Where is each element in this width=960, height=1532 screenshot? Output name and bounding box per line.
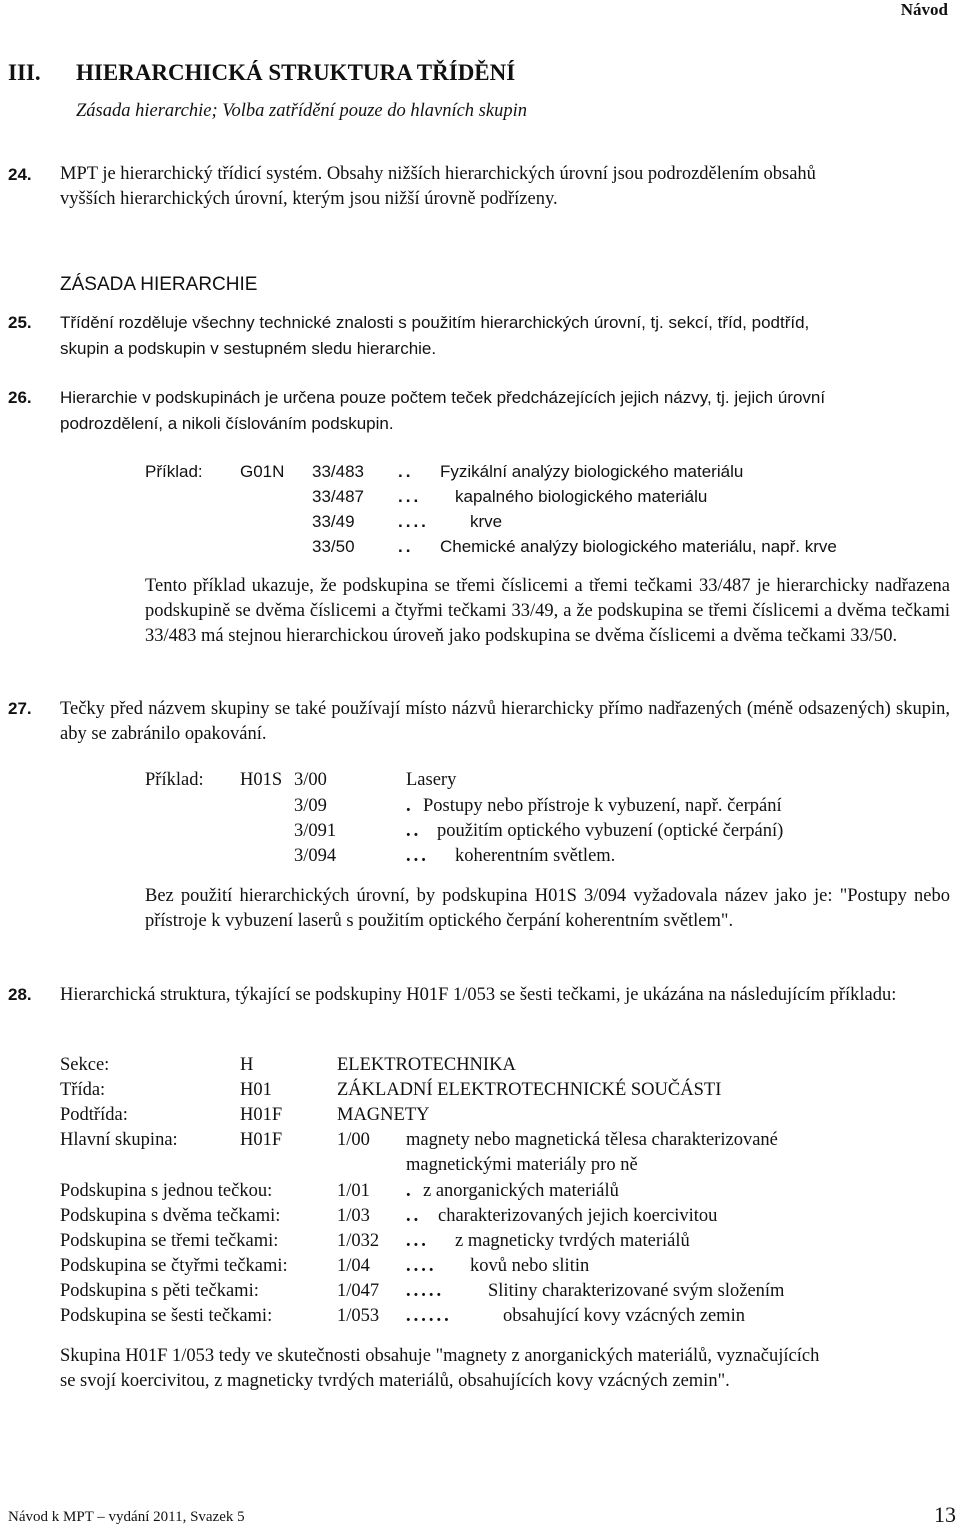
- level-label: Sekce:: [60, 1055, 110, 1075]
- hierarchy-dots: ..: [406, 1206, 422, 1226]
- level-label: Podtřída:: [60, 1105, 128, 1125]
- group-number: 1/047: [337, 1281, 380, 1301]
- page-number: 13: [934, 1502, 956, 1527]
- group-number: 1/03: [337, 1206, 370, 1226]
- hierarchy-row: [0, 1306, 960, 1331]
- group-number: 1/00: [337, 1130, 370, 1150]
- hierarchy-dots: .: [406, 796, 414, 816]
- subgroup-title: kapalného biologického materiálu: [455, 487, 708, 506]
- subgroup-title: Fyzikální analýzy biologického materiálu: [440, 462, 744, 481]
- symbol-code: H01F: [240, 1130, 283, 1150]
- level-label: Podskupina s pěti tečkami:: [60, 1281, 259, 1301]
- hierarchy-dots: ..: [398, 462, 414, 481]
- level-title: z anorganických materiálů: [423, 1181, 619, 1201]
- hierarchy-row: [0, 1206, 960, 1231]
- chapter-subtitle: Zásada hierarchie; Volba zatřídění pouze do hlavních skupin: [76, 101, 527, 121]
- hierarchy-dots: ..: [406, 821, 422, 841]
- example-1-label: Příklad:: [145, 462, 203, 481]
- subgroup-title: Chemické analýzy biologického materiálu, např. krve: [440, 537, 837, 556]
- group-number: 1/04: [337, 1256, 370, 1276]
- subgroup-number: 3/09: [294, 796, 327, 816]
- level-title: ZÁKLADNÍ ELEKTROTECHNICKÉ SOUČÁSTI: [337, 1080, 722, 1100]
- level-label: Podskupina s jednou tečkou:: [60, 1181, 273, 1201]
- subgroup-title: Postupy nebo přístroje k vybuzení, např. čerpání: [423, 796, 782, 816]
- subgroup-title: použitím optického vybuzení (optické čerpání): [437, 821, 784, 841]
- level-title: ELEKTROTECHNIKA: [337, 1055, 516, 1075]
- example-2-code: H01S: [240, 770, 283, 790]
- paragraph-28-text: Hierarchická struktura, týkající se podskupiny H01F 1/053 se šesti tečkami, je ukázána na následujícím příkladu:: [60, 985, 897, 1005]
- hierarchy-dots: ...: [406, 846, 429, 866]
- subgroup-number: 3/00: [294, 770, 327, 790]
- level-title: Slitiny charakterizované svým složením: [488, 1281, 785, 1301]
- paragraph-26-line-1: Hierarchie v podskupinách je určena pouze počtem teček předcházejících jejich názvy, tj. jejich úrovní: [60, 388, 826, 407]
- subgroup-number: 33/483: [312, 462, 364, 481]
- conclusion-line-2: se svojí koercivitou, z magneticky tvrdých materiálů, obsahujících kovy vzácných zemin".: [60, 1371, 730, 1391]
- level-label: Podskupina s dvěma tečkami:: [60, 1206, 281, 1226]
- paragraph-number-24: 24.: [8, 165, 32, 184]
- subgroup-title: krve: [470, 512, 503, 531]
- group-number: 1/032: [337, 1231, 380, 1251]
- level-label: Hlavní skupina:: [60, 1130, 178, 1150]
- paragraph-24-line-1: MPT je hierarchický třídicí systém. Obsahy nižších hierarchických úrovní jsou podrozdělením obsahů: [60, 164, 816, 184]
- level-label: Podskupina se čtyřmi tečkami:: [60, 1256, 288, 1276]
- level-label: Třída:: [60, 1080, 106, 1100]
- example-1-row: [0, 462, 960, 487]
- level-title: magnety nebo magnetická tělesa charakterizované: [406, 1130, 778, 1150]
- level-title: charakterizovaných jejich koercivitou: [438, 1206, 718, 1226]
- subgroup-title: koherentním světlem.: [455, 846, 616, 866]
- hierarchy-row: [0, 1231, 960, 1256]
- example-1-row: [0, 537, 960, 562]
- paragraph-number-27: 27.: [8, 699, 32, 718]
- paragraph-26-line-2: podrozdělení, a nikoli číslováním podskupin.: [60, 414, 394, 433]
- chapter-number: III.: [8, 60, 41, 85]
- chapter-title: HIERARCHICKÁ STRUKTURA TŘÍDĚNÍ: [76, 60, 516, 85]
- level-title: kovů nebo slitin: [470, 1256, 590, 1276]
- example-1-row: [0, 512, 960, 537]
- hierarchy-row-continuation: [0, 1155, 960, 1180]
- paragraph-25-line-2: skupin a podskupin v sestupném sledu hierarchie.: [60, 339, 437, 358]
- level-title: obsahující kovy vzácných zemin: [503, 1306, 745, 1326]
- subgroup-title: Lasery: [406, 770, 457, 790]
- group-number: 1/01: [337, 1181, 370, 1201]
- paragraph-24-line-2: vyšších hierarchických úrovní, kterým jsou nižší úrovně podřízeny.: [60, 189, 558, 209]
- hierarchy-dots: ...: [398, 487, 422, 506]
- hierarchy-dots: ......: [406, 1306, 452, 1326]
- paragraph-27-text: Tečky před názvem skupiny se také používají místo názvů hierarchicky přímo nadřazených (méně odsazených) skupin, aby se zabránilo opakování.: [60, 699, 950, 744]
- example-2-row: [0, 821, 960, 846]
- running-header: Návod: [900, 0, 948, 19]
- hierarchy-dots: ..: [398, 537, 414, 556]
- example-2-row: [0, 796, 960, 821]
- hierarchy-dots: .....: [406, 1281, 445, 1301]
- hierarchy-row: [0, 1256, 960, 1281]
- hierarchy-row: [0, 1105, 960, 1130]
- example-1-code: G01N: [240, 462, 285, 481]
- group-number: 1/053: [337, 1306, 380, 1326]
- subgroup-number: 33/50: [312, 537, 355, 556]
- symbol-code: H: [240, 1055, 254, 1075]
- symbol-code: H01F: [240, 1105, 283, 1125]
- paragraph-number-26: 26.: [8, 388, 32, 407]
- hierarchy-dots: .: [406, 1181, 414, 1201]
- level-title-continuation: magnetickými materiály pro ně: [406, 1155, 638, 1175]
- paragraph-number-28: 28.: [8, 985, 32, 1004]
- subgroup-number: 33/487: [312, 487, 364, 506]
- subgroup-number: 33/49: [312, 512, 355, 531]
- level-label: Podskupina se šesti tečkami:: [60, 1306, 273, 1326]
- level-title: MAGNETY: [337, 1105, 430, 1125]
- hierarchy-row: [0, 1080, 960, 1105]
- subgroup-number: 3/094: [294, 846, 337, 866]
- example-1-row: [0, 487, 960, 512]
- section-heading: ZÁSADA HIERARCHIE: [60, 274, 258, 295]
- example-2-explanation: Bez použití hierarchických úrovní, by podskupina H01S 3/094 vyžadovala název jako je: "Postupy nebo přístroje k vybuzení laserů s použitím optického čerpání koherentním světlem".: [145, 886, 950, 931]
- example-2-row: [0, 846, 960, 871]
- paragraph-25-line-1: Třídění rozděluje všechny technické znalosti s použitím hierarchických úrovní, tj. sekcí, tříd, podtříd,: [60, 313, 810, 332]
- hierarchy-row: [0, 1181, 960, 1206]
- subgroup-number: 3/091: [294, 821, 337, 841]
- example-2-row: [0, 770, 960, 795]
- symbol-code: H01: [240, 1080, 272, 1100]
- conclusion-line-1: Skupina H01F 1/053 tedy ve skutečnosti obsahuje "magnety z anorganických materiálů, vyznačujících: [60, 1346, 820, 1366]
- hierarchy-row: [0, 1130, 960, 1155]
- hierarchy-dots: ...: [406, 1231, 429, 1251]
- example-1-explanation: Tento příklad ukazuje, že podskupina se třemi číslicemi a třemi tečkami 33/487 je hierarchicky nadřazena podskupině se dvěma číslicemi a čtyřmi tečkami 33/49, a že podskupina se třemi číslicemi a dvěma tečkami 33/483 má stejnou hierarchickou úroveň jako podskupina se dvěma číslicemi a dvěma tečkami 33/50.: [145, 576, 950, 646]
- hierarchy-row: [0, 1281, 960, 1306]
- paragraph-number-25: 25.: [8, 313, 32, 332]
- level-label: Podskupina se třemi tečkami:: [60, 1231, 279, 1251]
- hierarchy-dots: ....: [398, 512, 429, 531]
- example-2-label: Příklad:: [145, 770, 204, 790]
- level-title: z magneticky tvrdých materiálů: [455, 1231, 690, 1251]
- hierarchy-dots: ....: [406, 1256, 437, 1276]
- hierarchy-row: [0, 1055, 960, 1080]
- footer-text: Návod k MPT – vydání 2011, Svazek 5: [8, 1509, 245, 1525]
